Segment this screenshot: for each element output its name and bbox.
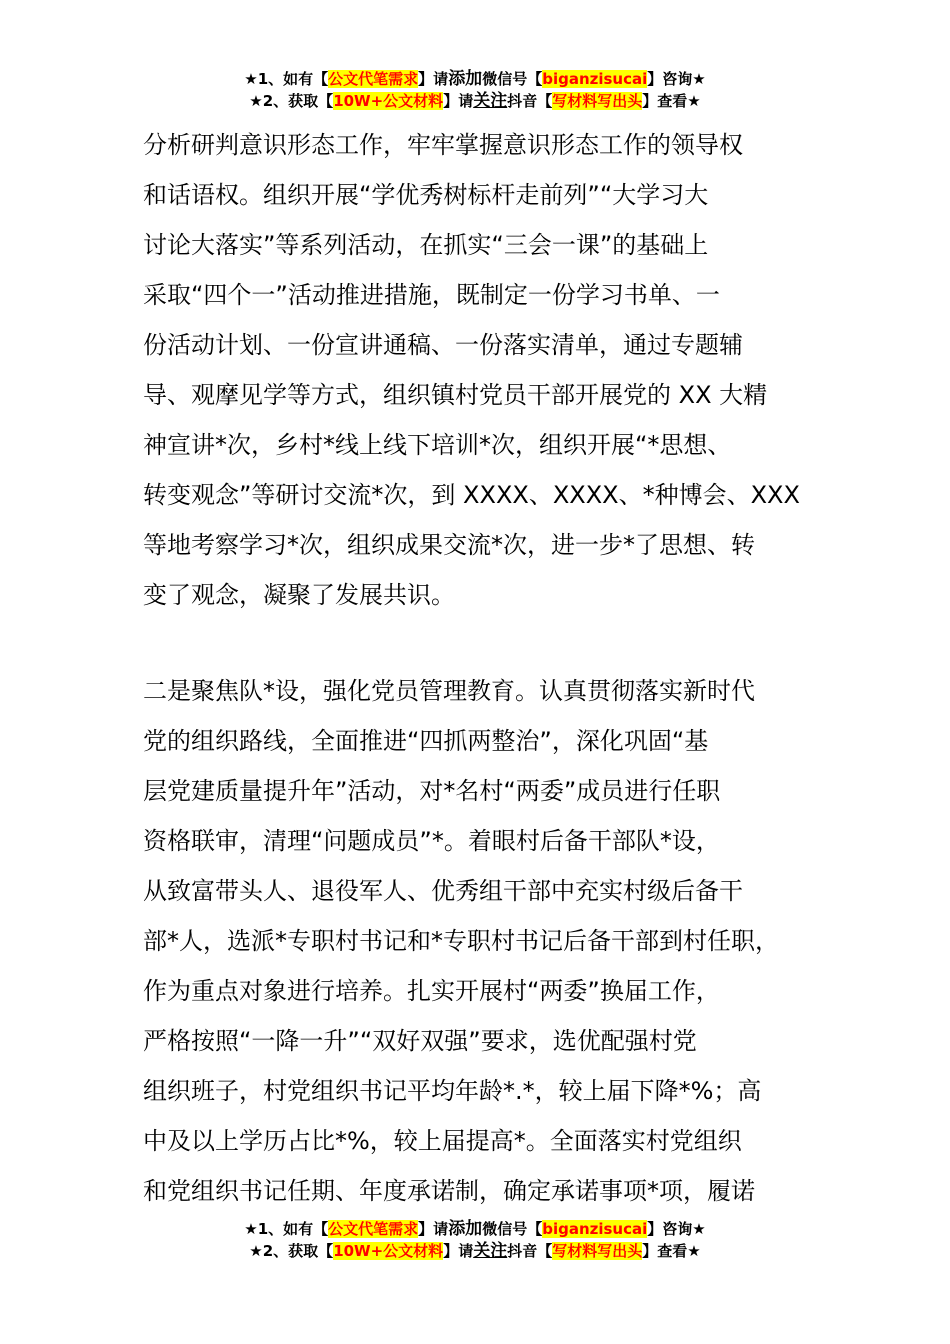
- banner-text: 】查看★: [642, 1242, 701, 1260]
- text-line: 从致富带头人、退役军人、优秀组干部中充实村级后备干: [143, 877, 743, 905]
- banner-text: 关注: [473, 91, 508, 111]
- banner-text: 】咨询★: [647, 70, 706, 88]
- banner-text: 】咨询★: [647, 1220, 706, 1238]
- banner-text: ★2、获取【: [249, 1242, 334, 1260]
- text-line: 和话语权。组织开展“学优秀树标杆走前列”“大学习大: [143, 181, 709, 209]
- banner-line-2: [0, 1240, 950, 1262]
- text-line: 组织班子，村党组织书记平均年龄*.*，较上届下降*%；高: [143, 1077, 762, 1105]
- banner-text: 】查看★: [642, 92, 701, 110]
- highlight-text: 公文代笔需求: [328, 1220, 419, 1238]
- wechat-id: biganzisucai: [542, 70, 648, 88]
- banner-text: 添加: [448, 1219, 483, 1239]
- text-line: 导、观摩见学等方式，组织镇村党员干部开展党的 XX 大精: [143, 381, 768, 409]
- text-line: 党的组织路线，全面推进“四抓两整治”，深化巩固“基: [143, 727, 709, 755]
- text-line: 神宣讲*次，乡村*线上线下培训*次，组织开展“*思想、: [143, 431, 732, 459]
- text-line: 和党组织书记任期、年度承诺制，确定承诺事项*项，履诺: [143, 1177, 755, 1205]
- text-line: 份活动计划、一份宣讲通稿、一份落实清单，通过专题辅: [143, 331, 743, 359]
- text-line: 转变观念”等研讨交流*次，到 XXXX、XXXX、*种博会、XXX: [143, 481, 800, 509]
- banner-text: ★2、获取【: [249, 92, 334, 110]
- text-line: 中及以上学历占比*%，较上届提高*。全面落实村党组织: [143, 1127, 742, 1155]
- douyin-id: 写材料写出头: [552, 1242, 643, 1260]
- bottom-banner: [0, 1218, 950, 1262]
- text-line: 等地考察学习*次，组织成果交流*次，进一步*了思想、转: [143, 531, 755, 559]
- text-line: 变了观念，凝聚了发展共识。: [143, 581, 455, 609]
- banner-text: ★1、如有【: [244, 1220, 329, 1238]
- text-line: 严格按照“一降一升”“双好双强”要求，选优配强村党: [143, 1027, 697, 1055]
- banner-text: 微信号【: [482, 1220, 543, 1238]
- paragraph-1: [143, 120, 833, 620]
- text-line: 层党建质量提升年”活动，对*名村“两委”成员进行任职: [143, 777, 721, 805]
- banner-text: 抖音【: [507, 1242, 553, 1260]
- paragraph-2: [143, 666, 833, 1216]
- top-banner: [0, 68, 950, 112]
- banner-text: 】请: [418, 70, 449, 88]
- banner-line-1: [0, 1218, 950, 1240]
- highlight-text: 10W+公文材料: [333, 92, 444, 110]
- text-line: 讨论大落实”等系列活动，在抓实“三会一课”的基础上: [143, 231, 709, 259]
- banner-text: 抖音【: [507, 92, 553, 110]
- banner-text: ★1、如有【: [244, 70, 329, 88]
- banner-text: 添加: [448, 69, 483, 89]
- banner-text: 微信号【: [482, 70, 543, 88]
- highlight-text: 公文代笔需求: [328, 70, 419, 88]
- banner-text: 】请: [418, 1220, 449, 1238]
- text-line: 部*人，选派*专职村书记和*专职村书记后备干部到村任职，: [143, 927, 779, 955]
- banner-line-2: [0, 90, 950, 112]
- text-line: 作为重点对象进行培养。扎实开展村“两委”换届工作，: [143, 977, 720, 1005]
- banner-line-1: [0, 68, 950, 90]
- banner-text: 关注: [473, 1241, 508, 1261]
- wechat-id: biganzisucai: [542, 1220, 648, 1238]
- text-line: 二是聚焦队*设，强化党员管理教育。认真贯彻落实新时代: [143, 677, 755, 705]
- highlight-text: 10W+公文材料: [333, 1242, 444, 1260]
- banner-text: 】请: [443, 1242, 474, 1260]
- text-line: 分析研判意识形态工作，牢牢掌握意识形态工作的领导权: [143, 131, 743, 159]
- banner-text: 】请: [443, 92, 474, 110]
- text-line: 采取“四个一”活动推进措施，既制定一份学习书单、一: [143, 281, 720, 309]
- douyin-id: 写材料写出头: [552, 92, 643, 110]
- text-line: 资格联审，清理“问题成员”*。着眼村后备干部队*设，: [143, 827, 720, 855]
